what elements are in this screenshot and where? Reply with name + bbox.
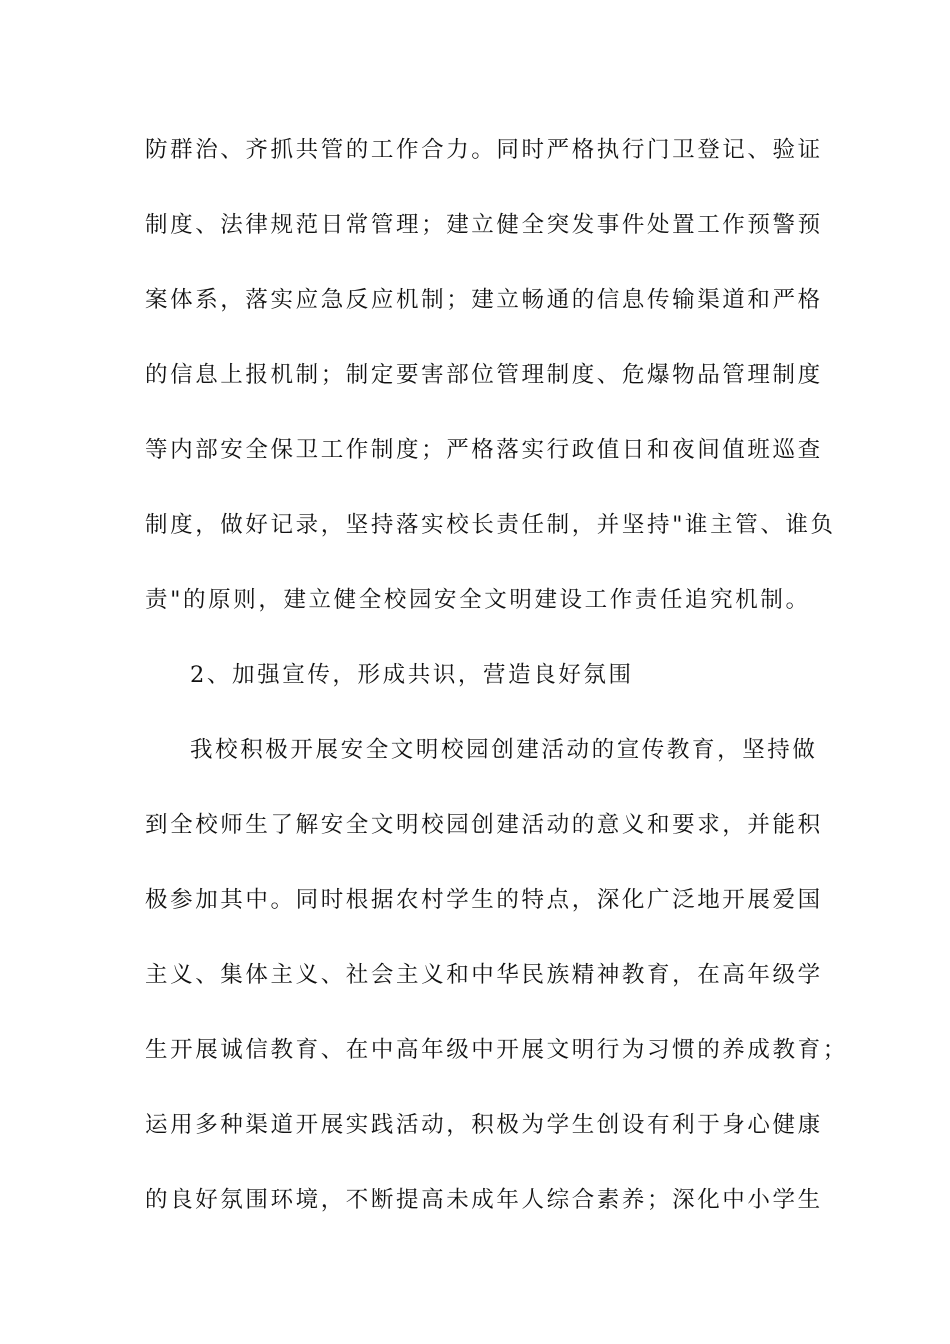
paragraph-line: 极参加其中。同时根据农村学生的特点，深化广泛地开展爱国 bbox=[145, 887, 823, 913]
paragraph-line: 我校积极开展安全文明校园创建活动的宣传教育，坚持做 bbox=[190, 737, 818, 763]
paragraph-line: 制度，做好记录，坚持落实校长责任制，并坚持"谁主管、谁负 bbox=[145, 512, 836, 538]
paragraph-line: 的信息上报机制；制定要害部位管理制度、危爆物品管理制度 bbox=[145, 362, 823, 388]
paragraph-line: 防群治、齐抓共管的工作合力。同时严格执行门卫登记、验证 bbox=[145, 137, 823, 163]
paragraph-line: 生开展诚信教育、在中高年级中开展文明行为习惯的养成教育； bbox=[145, 1037, 848, 1063]
paragraph-line: 主义、集体主义、社会主义和中华民族精神教育，在高年级学 bbox=[145, 962, 823, 988]
paragraph-line: 运用多种渠道开展实践活动，积极为学生创设有利于身心健康 bbox=[145, 1112, 823, 1138]
paragraph-line: 制度、法律规范日常管理；建立健全突发事件处置工作预警预 bbox=[145, 212, 823, 238]
paragraph-line: 案体系，落实应急反应机制；建立畅通的信息传输渠道和严格 bbox=[145, 287, 823, 313]
paragraph-line: 责"的原则，建立健全校园安全文明建设工作责任追究机制。 bbox=[145, 587, 811, 613]
paragraph-line: 等内部安全保卫工作制度；严格落实行政值日和夜间值班巡查 bbox=[145, 437, 823, 463]
paragraph-line: 的良好氛围环境，不断提高未成年人综合素养；深化中小学生 bbox=[145, 1187, 823, 1213]
paragraph-line: 到全校师生了解安全文明校园创建活动的意义和要求，并能积 bbox=[145, 812, 823, 838]
section-heading: 2、加强宣传，形成共识，营造良好氛围 bbox=[190, 662, 634, 688]
